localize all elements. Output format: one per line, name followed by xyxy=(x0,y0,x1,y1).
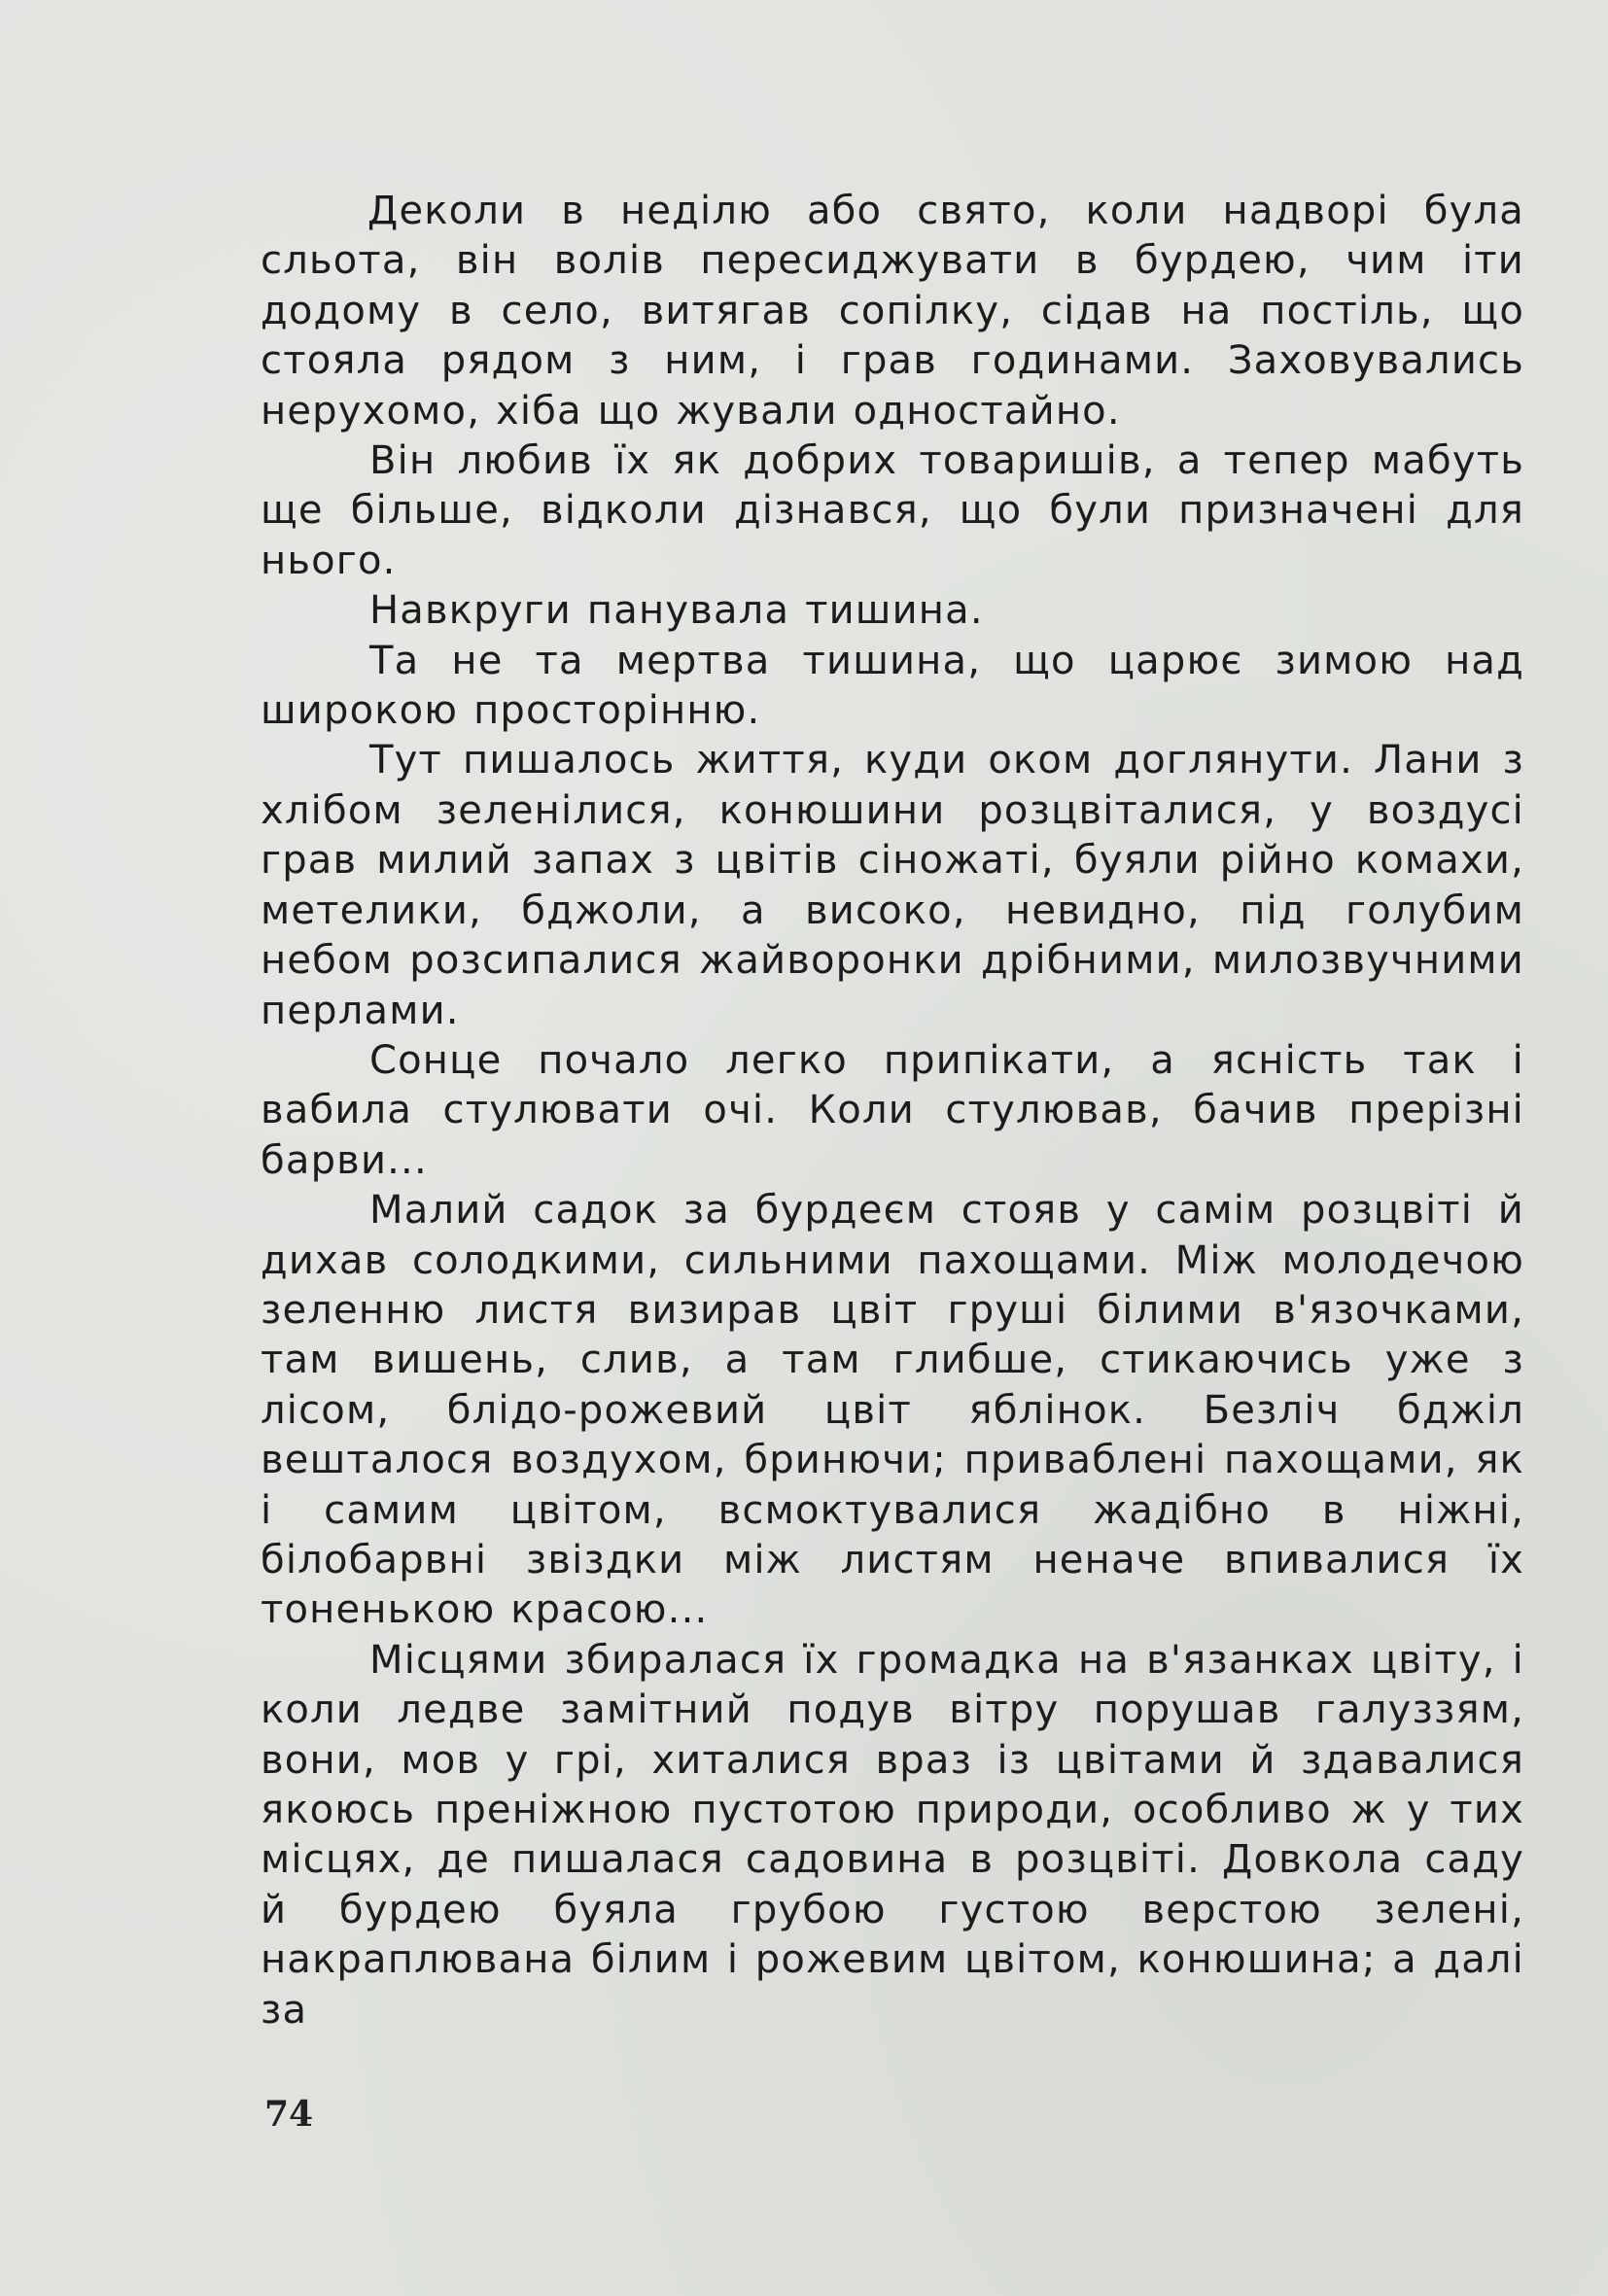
body-text xyxy=(261,187,1524,2035)
paragraph: Деколи в неділю або свято, коли надворі була сльота, він волів пересиджувати в бурдею, чим іти додому в село, витягав сопілку, сідав на постіль, що стояла рядом з ним, і грав годинами. Заховувались нерухомо, хіба що жували одностайно. xyxy=(261,189,1524,434)
paragraph: Сонце почало легко припікати, а ясність так і вабила стулювати очі. Коли стулював, бачив прерізні барви... xyxy=(261,1037,1524,1183)
page-number: 74 xyxy=(264,2094,314,2135)
paragraph: Тут пишалось життя, куди оком доглянути. Лани з хлібом зеленілися, конюшини розцвіталися, у воздусі грав милий запах з цвітів сіножаті, буяли рійно комахи, метелики, бджоли, а високо, невидно, під голубим небом розсипалися жайворонки дрібними, милозвучними перлами. xyxy=(261,738,1524,1033)
paragraph: Він любив їх як добрих товаришів, а тепер мабуть ще більше, відколи дізнався, що були призначені для нього. xyxy=(261,438,1524,583)
paragraph: Навкруги панувала тишина. xyxy=(369,588,984,634)
paragraph: Місцями збиралася їх громадка на в'язанках цвіту, і коли ледве замітний подув вітру порушав галуззям, вони, мов у грі, хиталися враз із цвітами й здавалися якоюсь преніжною пустотою природи, особливо ж у тих місцях, де пишалася садовина в розцвіті. Довкола саду й бурдею буяла грубою густою верстою зелені, накраплювана білим і рожевим цвітом, конюшина; а далі за xyxy=(261,1637,1524,2033)
paragraph: Малий садок за бурдеєм стояв у самім розцвіті й дихав солодкими, сильними пахощами. Між молодечою зеленню листя визирав цвіт груші білими в'язочками, там вишень, слив, а там глибше, стикаючись уже з лісом, блідо-рожевий цвіт яблінок. Безліч бджіл вешталося воздухом, бринючи; приваблені пахощами, як і самим цвітом, всмоктувалися жадібно в ніжні, білобарвні звіздки між листям неначе впивалися їх тоненькою красою... xyxy=(261,1188,1524,1633)
paragraph: Та не та мертва тишина, що царює зимою над широкою просторінню. xyxy=(261,638,1524,734)
